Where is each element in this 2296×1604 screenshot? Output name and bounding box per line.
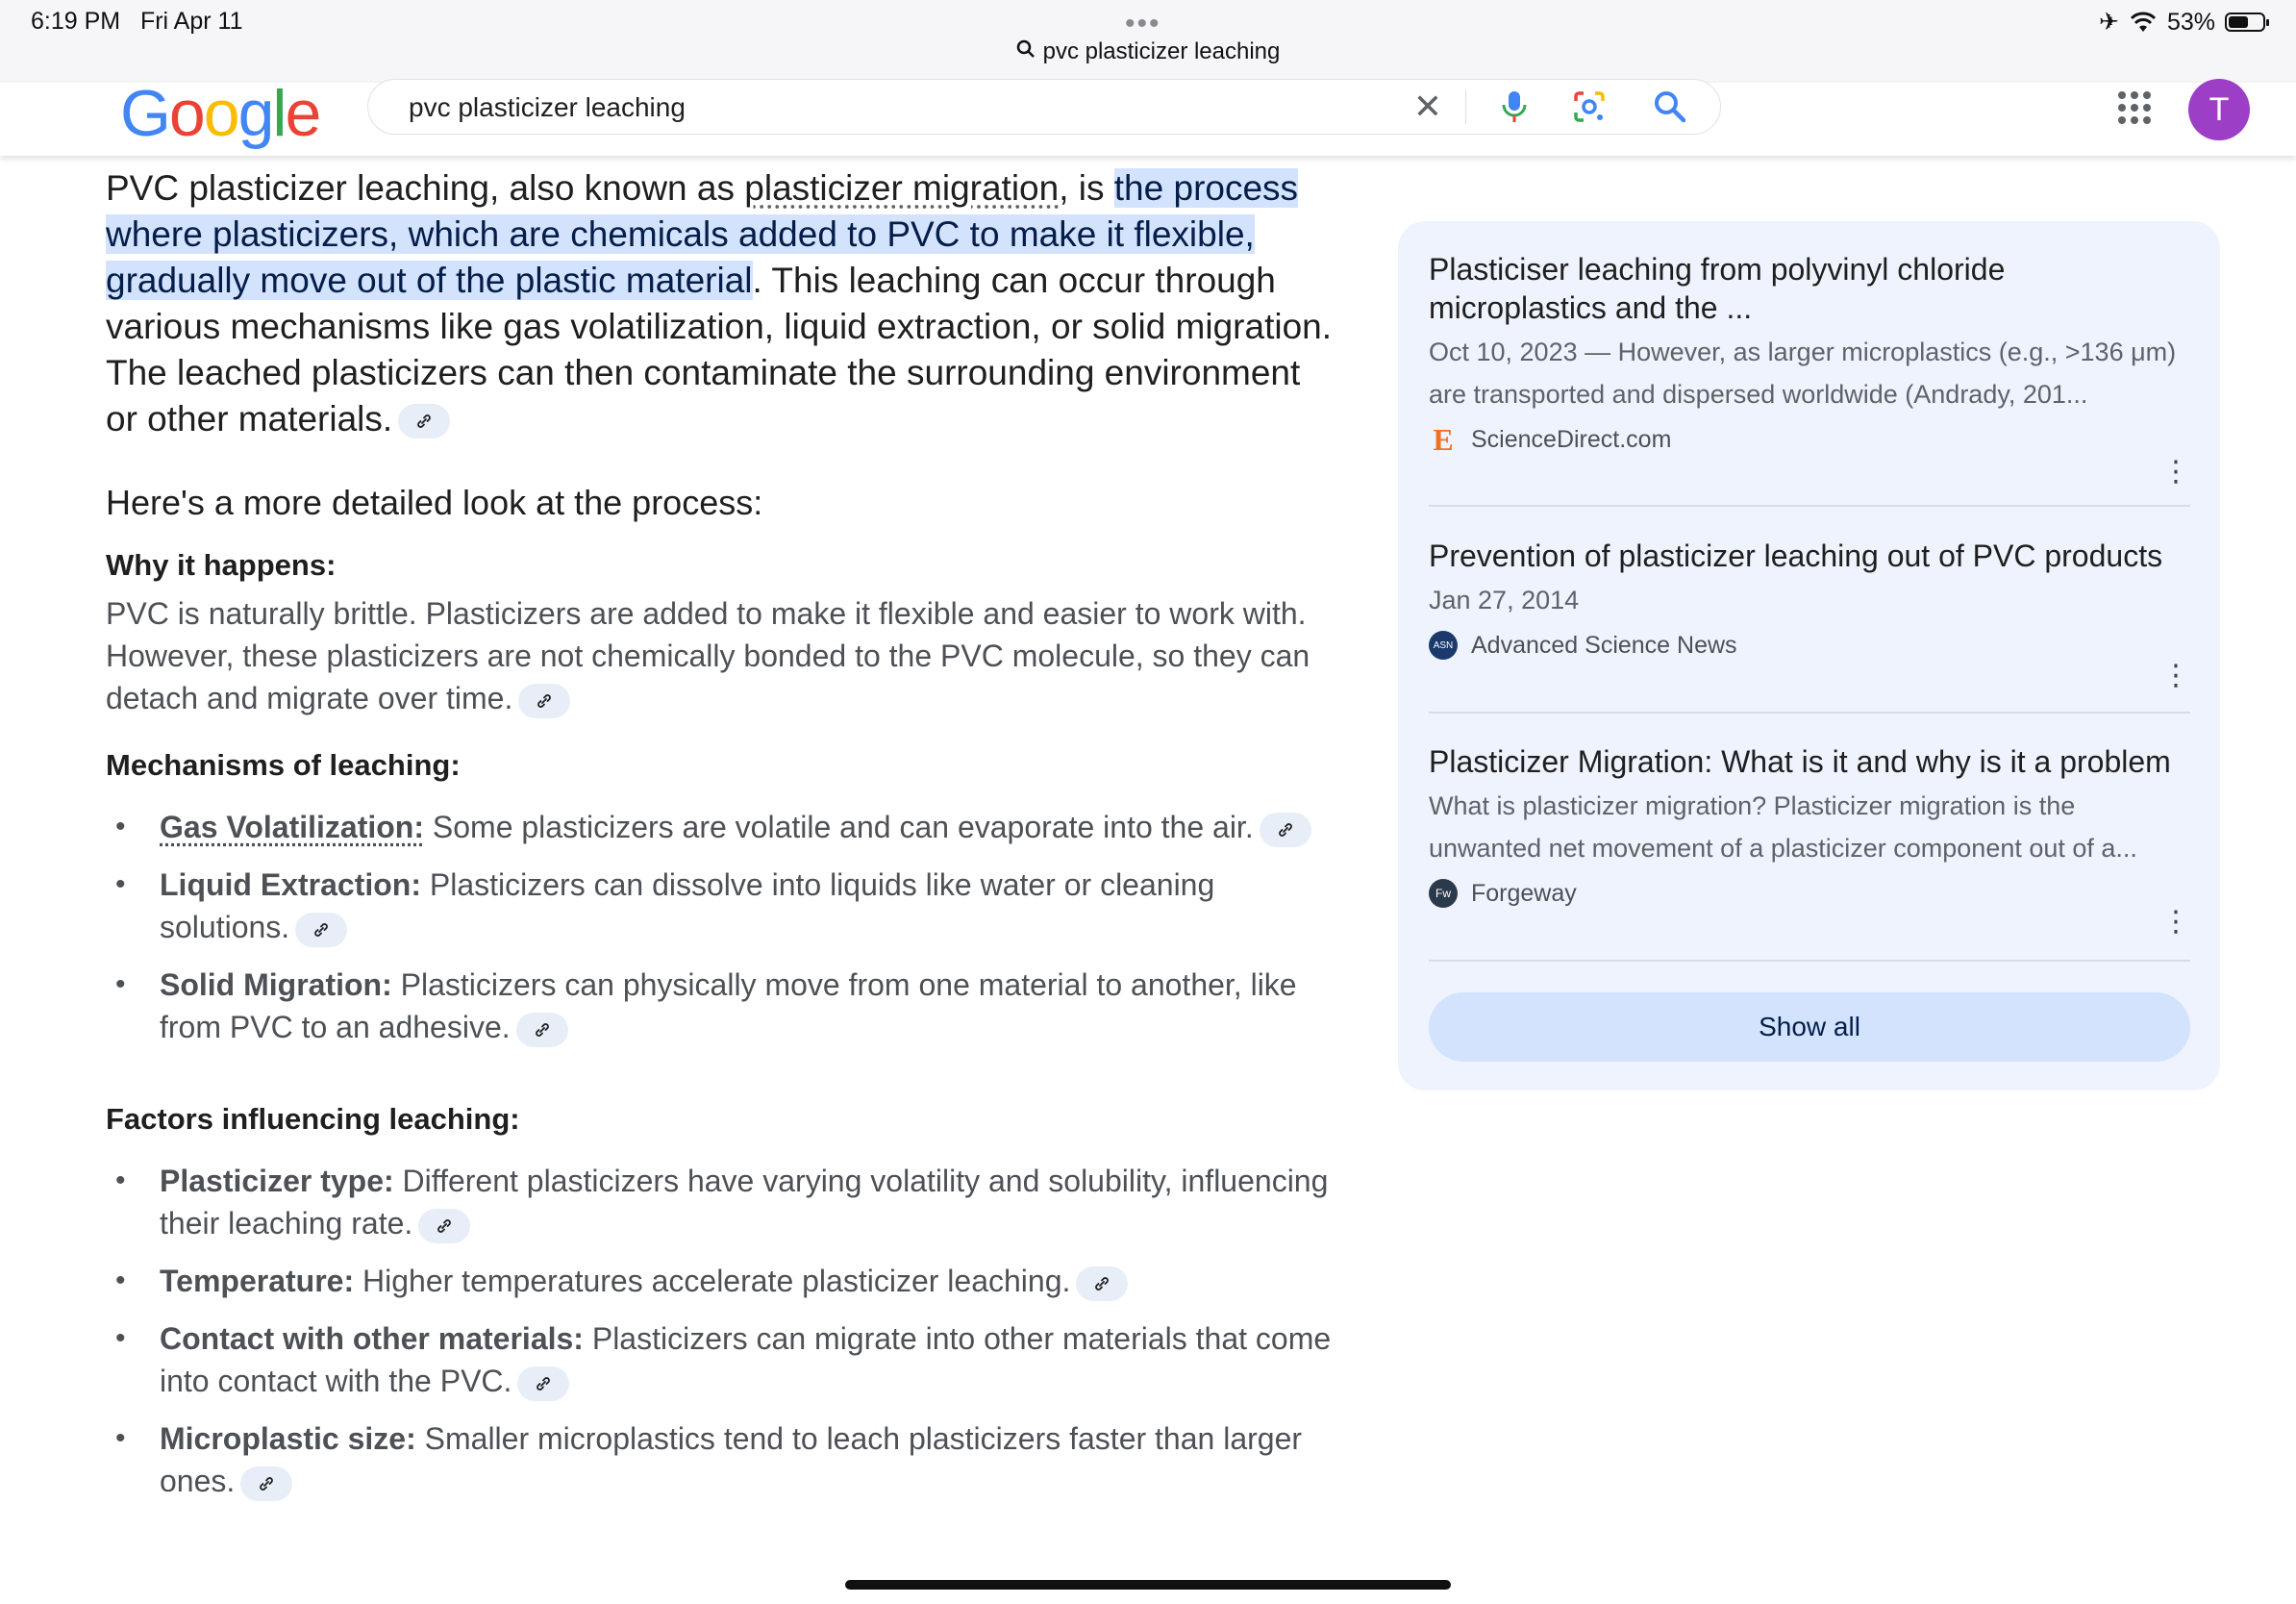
show-all-button[interactable]: Show all <box>1429 992 2190 1062</box>
source-site-name: Advanced Science News <box>1471 631 1737 659</box>
source-link-chip[interactable] <box>295 913 347 947</box>
plasticizer-migration-link[interactable]: plasticizer migration <box>744 168 1060 208</box>
ai-overview <box>106 165 1336 1502</box>
wifi-icon <box>2129 11 2158 34</box>
source-site <box>1429 421 2190 457</box>
source-link-chip[interactable] <box>516 1013 568 1047</box>
why-text-content: PVC is naturally brittle. Plasticizers are added to make it flexible and easier to work with. However, these plasticizers are not chemically bonded to the PVC molecule, so they can detach and migrate over time. <box>106 596 1310 715</box>
factors-list <box>106 1160 1336 1502</box>
list-item <box>106 1417 1336 1502</box>
factor-term: Plasticizer type: <box>160 1164 394 1198</box>
intro-text-1: PVC plasticizer leaching, also known as <box>106 168 745 208</box>
source-item[interactable] <box>1429 250 2190 488</box>
sources-card <box>1398 221 2220 1090</box>
link-icon <box>414 412 434 431</box>
link-icon <box>435 1216 454 1236</box>
link-icon <box>533 1020 552 1040</box>
mechanism-term-link[interactable]: Gas Volatilization: <box>160 810 424 844</box>
list-item <box>106 964 1336 1048</box>
battery-icon <box>2225 13 2265 32</box>
list-item <box>106 864 1336 948</box>
factor-text: Smaller microplastics tend to leach plasticizers faster than larger ones. <box>160 1421 1303 1498</box>
factor-term: Microplastic size: <box>160 1421 416 1456</box>
source-link-chip[interactable] <box>418 1209 470 1243</box>
source-site <box>1429 879 2190 908</box>
avatar[interactable]: T <box>2188 79 2250 140</box>
sciencedirect-icon: E <box>1433 421 1454 457</box>
microphone-icon[interactable] <box>1495 88 1534 126</box>
factor-term: Temperature: <box>160 1264 355 1298</box>
status-date-text: Fri Apr 11 <box>139 8 243 35</box>
overview-intro <box>106 165 1336 442</box>
google-lens-icon[interactable] <box>1570 88 1609 126</box>
source-link-chip[interactable] <box>1260 813 1311 847</box>
list-item <box>106 806 1336 848</box>
source-link-chip[interactable] <box>398 404 450 439</box>
source-link-chip[interactable] <box>517 1366 569 1401</box>
advanced-science-news-icon: ASN <box>1429 631 1458 660</box>
source-title[interactable]: Plasticizer Migration: What is it and why is it a problem <box>1429 744 2171 779</box>
link-icon <box>534 1374 553 1393</box>
mechanism-term: Liquid Extraction: <box>160 867 421 902</box>
mechanism-text: Some plasticizers are volatile and can evaporate into the air. <box>424 810 1254 844</box>
home-indicator[interactable] <box>845 1580 1451 1590</box>
search-submit-icon[interactable] <box>1651 88 1689 126</box>
why-heading: Why it happens: <box>106 548 337 582</box>
intro-highlight: the process where plasticizers, which are chemicals added to PVC to make it flexible, gradually move out of the plastic material <box>106 168 1299 300</box>
source-title[interactable]: Plasticiser leaching from polyvinyl chloride microplastics and the ... <box>1429 252 2006 325</box>
source-snippet: What is plasticizer migration? Plasticizer migration is the unwanted net movement of a plasticizer component out of a... <box>1429 791 2137 863</box>
source-link-chip[interactable] <box>240 1466 292 1501</box>
detail-heading: Here's a more detailed look at the process: <box>106 483 763 522</box>
search-icon <box>1016 39 1036 59</box>
source-divider <box>1429 960 2190 962</box>
airplane-icon: ✈ <box>2099 9 2119 36</box>
multitask-dots-icon[interactable]: ••• <box>1125 8 1161 39</box>
factor-text: Different plasticizers have varying volatility and solubility, influencing their leaching rate. <box>160 1164 1329 1241</box>
search-input[interactable] <box>407 88 1372 128</box>
source-divider <box>1429 712 2190 714</box>
mechanisms-list <box>106 806 1336 1048</box>
factor-term: Contact with other materials: <box>160 1321 584 1356</box>
source-site-name: Forgeway <box>1471 879 1577 907</box>
intro-text-3: . This leaching can occur through various mechanisms like gas volatilization, liquid extraction, or solid migration. The leached plasticizers can then contaminate the surrounding environment or other materials. <box>106 261 1333 439</box>
apps-grid-icon[interactable] <box>2115 88 2154 127</box>
status-time <box>31 8 242 36</box>
source-site <box>1429 631 2190 660</box>
link-icon <box>1092 1274 1111 1293</box>
link-icon <box>535 691 554 711</box>
google-header <box>0 77 2296 156</box>
why-text <box>106 592 1336 719</box>
source-item[interactable] <box>1429 537 2190 691</box>
factor-text: Higher temperatures accelerate plasticizer leaching. <box>354 1264 1071 1298</box>
source-site-name: ScienceDirect.com <box>1471 425 1672 453</box>
address-bar[interactable] <box>0 38 2296 65</box>
clear-icon[interactable]: ✕ <box>1412 87 1443 126</box>
source-link-chip[interactable] <box>518 684 570 718</box>
search-divider <box>1465 89 1466 124</box>
search-box[interactable] <box>367 79 1721 135</box>
status-time-text: 6:19 PM <box>31 8 121 35</box>
mechanism-text: Plasticizers can dissolve into liquids like water or cleaning solutions. <box>160 867 1215 944</box>
source-snippet: Oct 10, 2023 — However, as larger microplastics (e.g., >136 μm) are transported and dispersed worldwide (Andrady, 201... <box>1429 338 2177 409</box>
battery-percent: 53% <box>2166 8 2215 36</box>
link-icon <box>257 1474 276 1493</box>
more-options-icon[interactable]: ⋮ <box>2161 660 2190 691</box>
google-logo[interactable]: Google <box>120 77 320 150</box>
list-item <box>106 1317 1336 1402</box>
more-options-icon[interactable]: ⋮ <box>2161 456 2190 488</box>
address-text: pvc plasticizer leaching <box>1042 38 1281 64</box>
list-item <box>106 1160 1336 1244</box>
more-options-icon[interactable]: ⋮ <box>2161 906 2190 938</box>
mechanisms-heading: Mechanisms of leaching: <box>106 748 461 782</box>
intro-text-2: , is <box>1059 168 1114 208</box>
link-icon <box>1276 820 1295 840</box>
forgeway-icon: Fw <box>1429 879 1458 908</box>
status-indicators <box>2099 8 2265 37</box>
mechanism-term: Solid Migration: <box>160 967 392 1002</box>
source-link-chip[interactable] <box>1076 1266 1128 1301</box>
status-bar <box>0 0 2296 83</box>
factor-text: Plasticizers can migrate into other materials that come into contact with the PVC. <box>160 1321 1332 1398</box>
source-divider <box>1429 505 2190 507</box>
source-title[interactable]: Prevention of plasticizer leaching out of PVC products <box>1429 539 2163 573</box>
link-icon <box>312 920 331 940</box>
mechanism-text: Plasticizers can physically move from one material to another, like from PVC to an adhesive. <box>160 967 1297 1044</box>
list-item <box>106 1260 1336 1302</box>
source-snippet: Jan 27, 2014 <box>1429 586 1580 614</box>
factors-heading: Factors influencing leaching: <box>106 1102 520 1136</box>
source-item[interactable] <box>1429 742 2190 938</box>
